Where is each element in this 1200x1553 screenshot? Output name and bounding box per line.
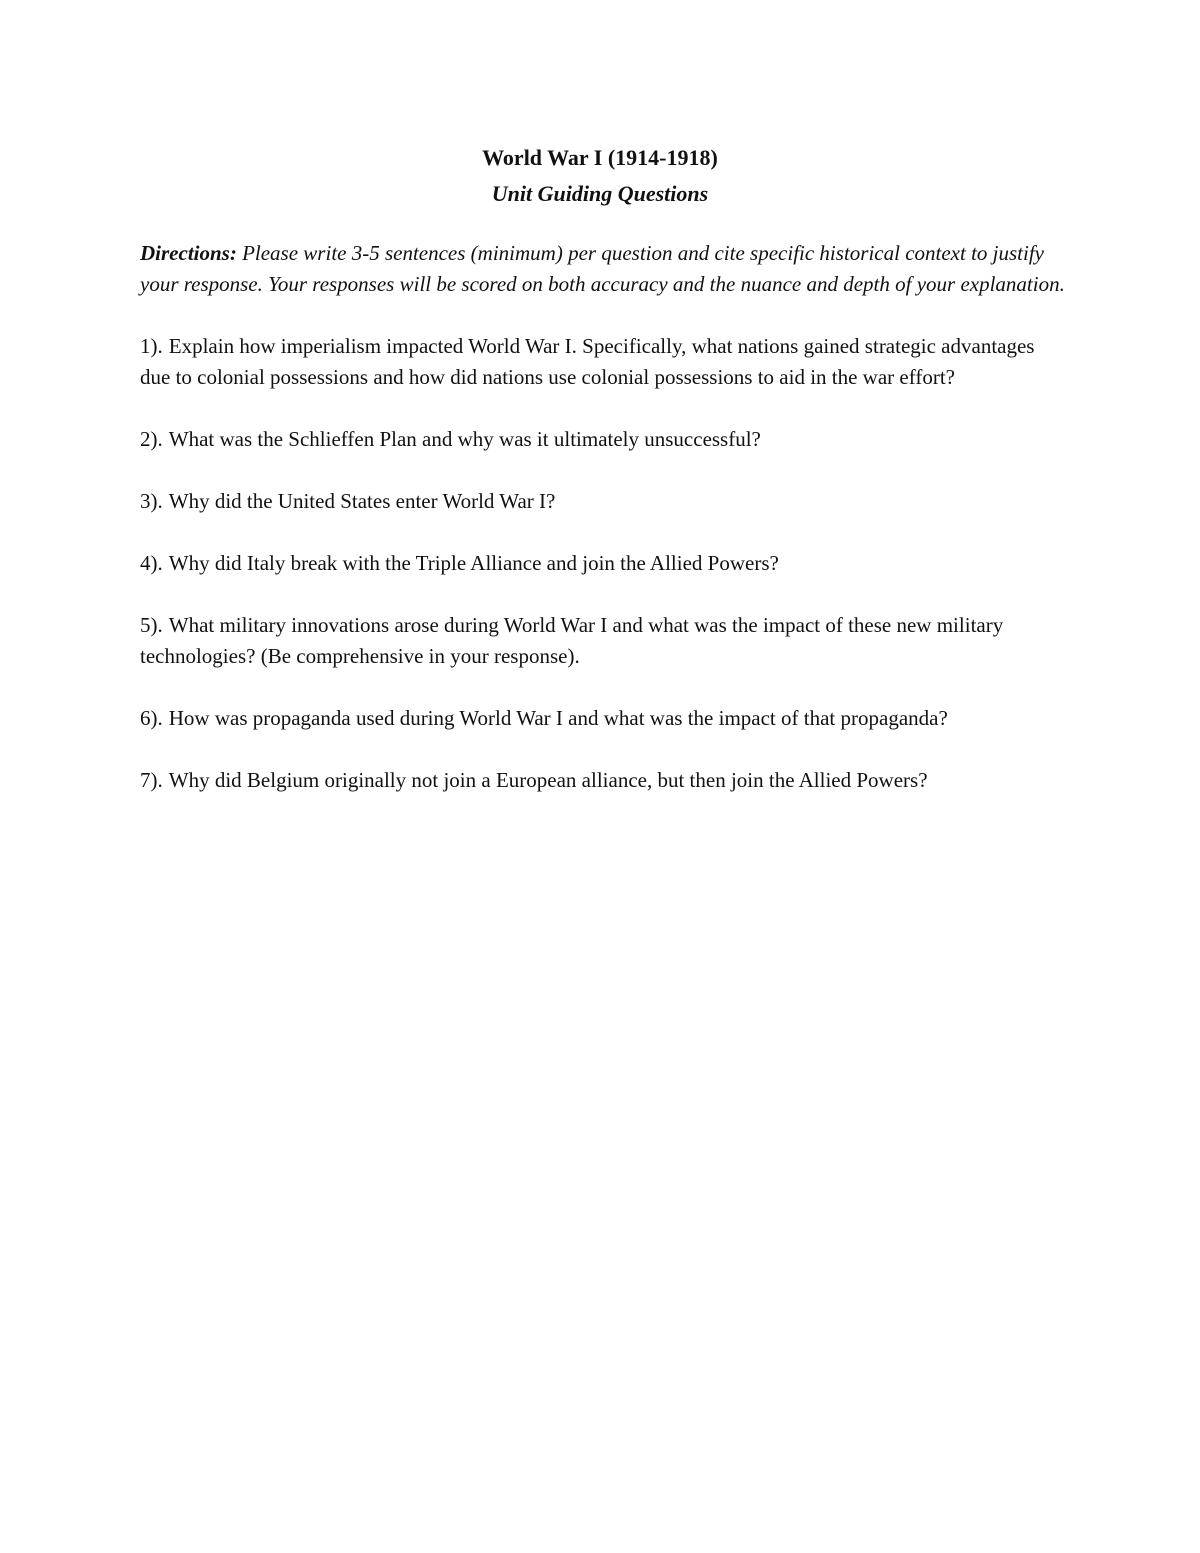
question-number: 6). — [140, 706, 163, 730]
question-text: What military innovations arose during World War I and what was the impact of these new military technologies? (Be comprehensive in your response). — [140, 613, 1004, 668]
question-number: 2). — [140, 427, 163, 451]
document-title: World War I (1914-1918) — [482, 145, 718, 170]
question-text: Why did Belgium originally not join a European alliance, but then join the Allied Powers? — [168, 768, 928, 792]
document-header — [0, 140, 1200, 212]
question-number: 1). — [140, 334, 163, 358]
question-number: 7). — [140, 768, 163, 792]
question-number: 5). — [140, 613, 163, 637]
question-4 — [140, 548, 1065, 579]
document-subtitle: Unit Guiding Questions — [491, 181, 709, 206]
directions-paragraph — [140, 238, 1065, 300]
directions-label: Directions: — [140, 241, 237, 265]
question-number: 4). — [140, 551, 163, 575]
directions-text: Please write 3-5 sentences (minimum) per question and cite specific historical context to justify your response. Your responses will be scored on both accuracy and the nuance and depth of your explanation. — [140, 241, 1065, 296]
document-body — [140, 238, 1065, 827]
question-text: How was propaganda used during World War I and what was the impact of that propaganda? — [168, 706, 948, 730]
question-text: Why did the United States enter World War I? — [168, 489, 556, 513]
question-7 — [140, 765, 1065, 796]
question-text: Explain how imperialism impacted World War I. Specifically, what nations gained strategic advantages due to colonial possessions and how did nations use colonial possessions to aid in the war effort? — [140, 334, 1035, 389]
question-2 — [140, 424, 1065, 455]
question-number: 3). — [140, 489, 163, 513]
question-3 — [140, 486, 1065, 517]
question-5 — [140, 610, 1065, 672]
question-text: What was the Schlieffen Plan and why was it ultimately unsuccessful? — [168, 427, 761, 451]
question-6 — [140, 703, 1065, 734]
question-1 — [140, 331, 1065, 393]
question-text: Why did Italy break with the Triple Alliance and join the Allied Powers? — [168, 551, 779, 575]
